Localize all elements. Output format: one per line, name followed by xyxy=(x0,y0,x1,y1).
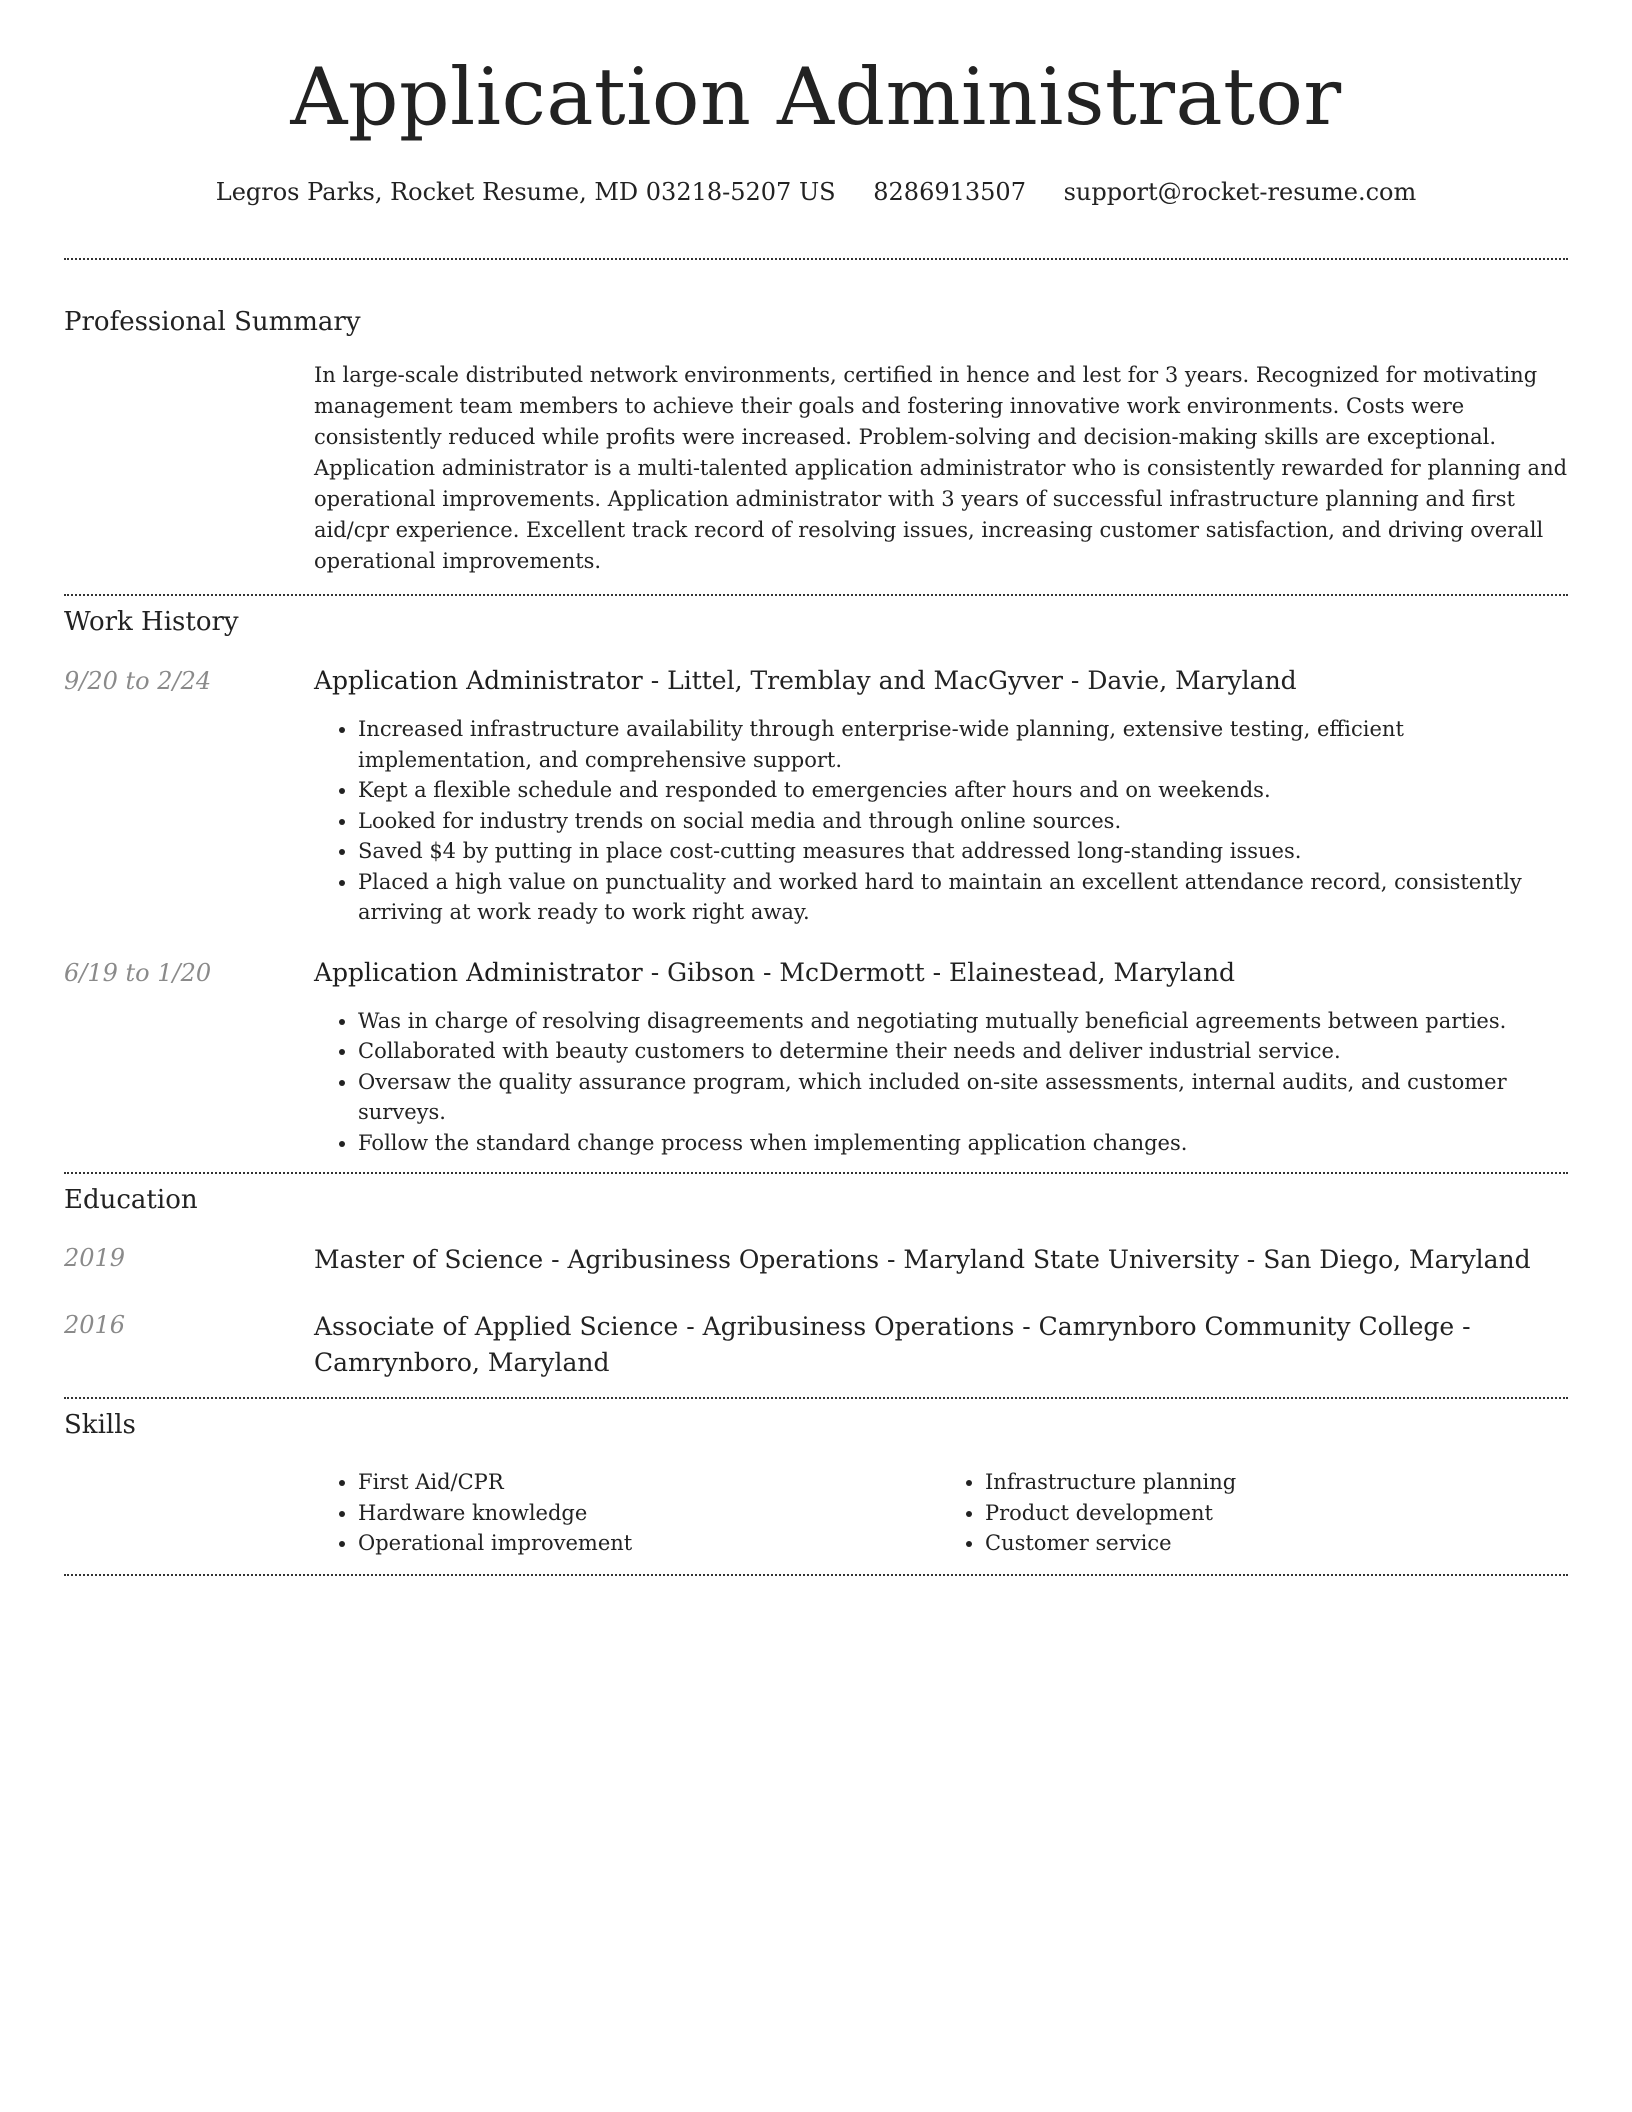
job-dates: 9/20 to 2/24 xyxy=(64,667,212,695)
job-entry xyxy=(64,957,1568,1159)
contact-line xyxy=(64,176,1568,208)
education-heading: Education xyxy=(64,1185,198,1215)
school-name: - Maryland State University - San Diego, Maryland xyxy=(879,1245,1531,1274)
candidate-name: Application Administrator xyxy=(290,51,1342,143)
list-item: • Oversaw the quality assurance program, which included on-site assessments, internal audits, and customer surveys. xyxy=(358,1067,1568,1128)
education-year: 2019 xyxy=(64,1244,126,1272)
degree-name: Associate of Applied Science - Agribusiness Operations xyxy=(314,1312,1015,1341)
list-item: • Product development xyxy=(985,1498,1568,1529)
skills-grid xyxy=(314,1467,1568,1559)
skills-list-left xyxy=(314,1467,941,1559)
list-item: • First Aid/CPR xyxy=(358,1467,941,1498)
contact-phone: 8286913507 xyxy=(873,178,1026,206)
list-item: • Looked for industry trends on social media and through online sources. xyxy=(358,806,1568,837)
job-role: Application Administrator xyxy=(314,957,643,987)
resume-page xyxy=(64,0,1568,1576)
job-dates: 6/19 to 1/20 xyxy=(64,958,212,987)
summary-section xyxy=(64,260,1568,577)
job-employer: - Gibson - McDermott - Elainestead, Maryland xyxy=(642,957,1236,987)
list-item: • Saved $4 by putting in place cost-cutting measures that addressed long-standing issues. xyxy=(358,836,1568,867)
list-item: • Kept a flexible schedule and responded to emergencies after hours and on weekends. xyxy=(358,775,1568,806)
list-item: • Collaborated with beauty customers to determine their needs and deliver industrial service. xyxy=(358,1036,1568,1067)
skills-heading: Skills xyxy=(64,1410,136,1440)
education-entry xyxy=(64,1242,1568,1278)
list-item: • Infrastructure planning xyxy=(985,1467,1568,1498)
education-degree xyxy=(314,1242,1568,1278)
contact-address: Legros Parks, Rocket Resume, MD 03218-5207 US xyxy=(215,178,836,206)
contact-email: support@rocket-resume.com xyxy=(1063,178,1417,206)
list-item: • Operational improvement xyxy=(358,1528,941,1559)
education-section xyxy=(64,1174,1568,1381)
school-name: - Camrynboro Community College - Camrynboro, Maryland xyxy=(314,1312,1471,1377)
list-item: • Hardware knowledge xyxy=(358,1498,941,1529)
job-employer: - Littel, Tremblay and MacGyver - Davie, Maryland xyxy=(642,666,1297,695)
skills-list-right xyxy=(941,1467,1568,1559)
summary-text: In large-scale distributed network environments, certified in hence and lest for 3 years. Recognized for motivating management team members to achieve their goals and fostering innovative work environments. Costs were consistently reduced while profits were increased. Problem-solving and decision-making skills are exceptional. Application administrator is a multi-talented application administrator who is consistently rewarded for planning and operational improvements. Application administrator with 3 years of successful infrastructure planning and first aid/cpr experience. Excellent track record of resolving issues, increasing customer satisfaction, and driving overall operational improvements. xyxy=(314,363,1568,573)
job-bullets xyxy=(314,714,1568,928)
list-item: • Placed a high value on punctuality and worked hard to maintain an excellent attendance record, consistently arriving at work ready to work right away. xyxy=(358,867,1568,928)
work-history-section xyxy=(64,596,1568,1158)
list-item: • Follow the standard change process when implementing application changes. xyxy=(358,1128,1568,1159)
job-role: Application Administrator xyxy=(314,666,643,695)
list-item: • Customer service xyxy=(985,1528,1568,1559)
job-title xyxy=(314,957,1568,989)
summary-heading: Professional Summary xyxy=(64,307,361,337)
degree-name: Master of Science - Agribusiness Operations xyxy=(314,1245,880,1274)
job-entry xyxy=(64,665,1568,928)
divider xyxy=(64,1574,1568,1576)
job-bullets xyxy=(314,1006,1568,1159)
education-degree xyxy=(314,1309,1568,1381)
work-history-heading: Work History xyxy=(64,607,239,637)
education-entry xyxy=(64,1309,1568,1381)
job-title xyxy=(314,665,1568,697)
education-year: 2016 xyxy=(64,1311,126,1339)
skills-section xyxy=(64,1399,1568,1559)
list-item: • Increased infrastructure availability through enterprise-wide planning, extensive testing, efficient implementation, and comprehensive support. xyxy=(358,714,1568,775)
list-item: • Was in charge of resolving disagreements and negotiating mutually beneficial agreements between parties. xyxy=(358,1006,1568,1037)
